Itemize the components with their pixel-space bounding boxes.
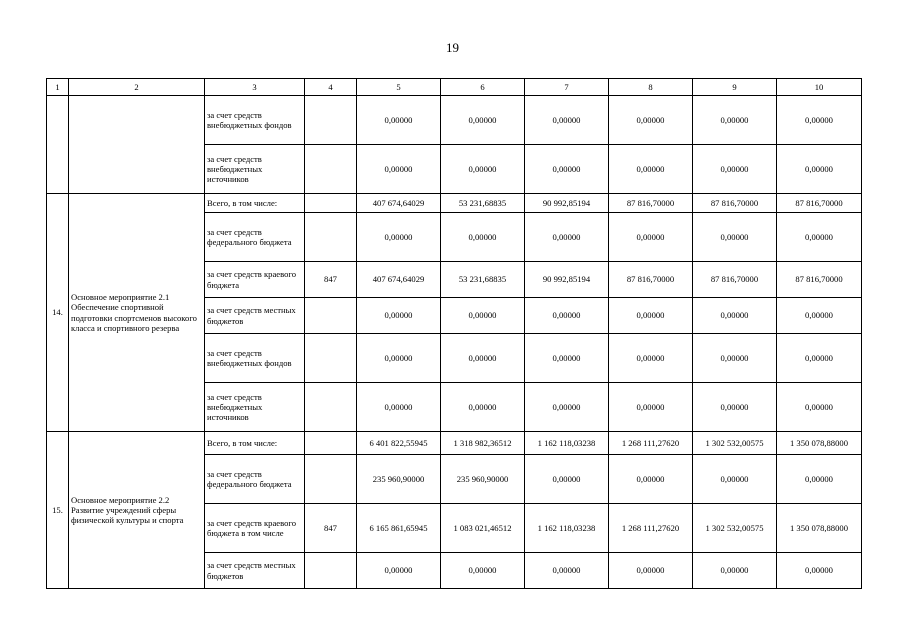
amount-cell: 0,00000 — [441, 334, 525, 383]
amount-cell: 0,00000 — [525, 334, 609, 383]
budget-code — [305, 213, 357, 262]
amount-cell: 90 992,85194 — [525, 194, 609, 213]
amount-cell: 0,00000 — [609, 213, 693, 262]
amount-cell: 0,00000 — [525, 96, 609, 145]
activity-name: Основное мероприятие 2.1 Обеспечение спортивной подготовки спортсменов высокого класса и спортивного резерва — [69, 194, 205, 432]
amount-cell: 87 816,70000 — [609, 262, 693, 298]
amount-cell: 53 231,68835 — [441, 262, 525, 298]
funding-source: за счет средств краевого бюджета — [205, 262, 305, 298]
amount-cell: 1 302 532,00575 — [693, 504, 777, 553]
activity-number: 15. — [47, 432, 69, 589]
funding-source: за счет средств внебюджетных источников — [205, 383, 305, 432]
amount-cell: 0,00000 — [693, 383, 777, 432]
amount-cell: 1 350 078,88000 — [777, 432, 862, 455]
amount-cell: 0,00000 — [357, 96, 441, 145]
amount-cell: 0,00000 — [525, 145, 609, 194]
amount-cell: 0,00000 — [777, 213, 862, 262]
amount-cell: 0,00000 — [609, 145, 693, 194]
amount-cell: 90 992,85194 — [525, 262, 609, 298]
amount-cell: 0,00000 — [693, 213, 777, 262]
budget-code — [305, 553, 357, 589]
amount-cell: 0,00000 — [693, 334, 777, 383]
amount-cell: 407 674,64029 — [357, 262, 441, 298]
budget-code: 847 — [305, 504, 357, 553]
amount-cell: 1 268 111,27620 — [609, 432, 693, 455]
amount-cell: 0,00000 — [357, 145, 441, 194]
budget-code — [305, 455, 357, 504]
amount-cell: 0,00000 — [357, 553, 441, 589]
header-cell: 5 — [357, 79, 441, 96]
amount-cell: 235 960,90000 — [441, 455, 525, 504]
activity-number: 14. — [47, 194, 69, 432]
header-cell: 3 — [205, 79, 305, 96]
funding-source: за счет средств федерального бюджета — [205, 213, 305, 262]
header-cell: 9 — [693, 79, 777, 96]
amount-cell: 0,00000 — [525, 383, 609, 432]
amount-cell: 1 162 118,03238 — [525, 432, 609, 455]
amount-cell: 1 268 111,27620 — [609, 504, 693, 553]
amount-cell: 0,00000 — [357, 213, 441, 262]
header-cell: 8 — [609, 79, 693, 96]
funding-source: за счет средств внебюджетных источников — [205, 145, 305, 194]
table-row — [47, 194, 862, 213]
continuation-row — [47, 96, 862, 145]
amount-cell: 0,00000 — [693, 96, 777, 145]
funding-source: за счет средств внебюджетных фондов — [205, 334, 305, 383]
amount-cell: 0,00000 — [777, 383, 862, 432]
amount-cell: 407 674,64029 — [357, 194, 441, 213]
amount-cell: 0,00000 — [441, 553, 525, 589]
amount-cell: 0,00000 — [609, 553, 693, 589]
amount-cell: 0,00000 — [693, 455, 777, 504]
blank-number-cell — [47, 96, 69, 194]
amount-cell: 235 960,90000 — [357, 455, 441, 504]
amount-cell: 0,00000 — [693, 145, 777, 194]
amount-cell: 0,00000 — [609, 383, 693, 432]
budget-code — [305, 432, 357, 455]
amount-cell: 1 162 118,03238 — [525, 504, 609, 553]
amount-cell: 0,00000 — [525, 455, 609, 504]
header-row — [47, 79, 862, 96]
funding-source: за счет средств краевого бюджета в том числе — [205, 504, 305, 553]
amount-cell: 0,00000 — [357, 383, 441, 432]
header-cell: 6 — [441, 79, 525, 96]
amount-cell: 0,00000 — [525, 553, 609, 589]
amount-cell: 0,00000 — [525, 298, 609, 334]
amount-cell: 0,00000 — [777, 553, 862, 589]
funding-source: за счет средств местных бюджетов — [205, 553, 305, 589]
budget-code: 847 — [305, 262, 357, 298]
header-cell: 1 — [47, 79, 69, 96]
budget-code — [305, 383, 357, 432]
amount-cell: 0,00000 — [441, 383, 525, 432]
amount-cell: 0,00000 — [777, 96, 862, 145]
amount-cell: 0,00000 — [357, 334, 441, 383]
amount-cell: 1 083 021,46512 — [441, 504, 525, 553]
amount-cell: 6 401 822,55945 — [357, 432, 441, 455]
amount-cell: 0,00000 — [777, 334, 862, 383]
amount-cell: 6 165 861,65945 — [357, 504, 441, 553]
budget-table — [46, 78, 862, 589]
funding-source: Всего, в том числе: — [205, 194, 305, 213]
budget-code — [305, 298, 357, 334]
funding-source: за счет средств федерального бюджета — [205, 455, 305, 504]
table-row — [47, 432, 862, 455]
amount-cell: 1 350 078,88000 — [777, 504, 862, 553]
amount-cell: 0,00000 — [777, 455, 862, 504]
amount-cell: 0,00000 — [441, 145, 525, 194]
amount-cell: 0,00000 — [357, 298, 441, 334]
blank-activity-cell — [69, 96, 205, 194]
amount-cell: 87 816,70000 — [693, 262, 777, 298]
amount-cell: 87 816,70000 — [693, 194, 777, 213]
amount-cell: 0,00000 — [441, 96, 525, 145]
amount-cell: 53 231,68835 — [441, 194, 525, 213]
header-cell: 10 — [777, 79, 862, 96]
amount-cell: 0,00000 — [525, 213, 609, 262]
amount-cell: 0,00000 — [441, 213, 525, 262]
header-cell: 4 — [305, 79, 357, 96]
amount-cell: 1 302 532,00575 — [693, 432, 777, 455]
amount-cell: 0,00000 — [609, 455, 693, 504]
amount-cell: 87 816,70000 — [777, 194, 862, 213]
amount-cell: 0,00000 — [609, 96, 693, 145]
amount-cell: 0,00000 — [693, 553, 777, 589]
budget-code — [305, 145, 357, 194]
header-cell: 2 — [69, 79, 205, 96]
amount-cell: 87 816,70000 — [777, 262, 862, 298]
amount-cell: 1 318 982,36512 — [441, 432, 525, 455]
header-cell: 7 — [525, 79, 609, 96]
amount-cell: 0,00000 — [777, 298, 862, 334]
budget-code — [305, 194, 357, 213]
amount-cell: 0,00000 — [609, 334, 693, 383]
amount-cell: 0,00000 — [609, 298, 693, 334]
amount-cell: 0,00000 — [441, 298, 525, 334]
funding-source: за счет средств местных бюджетов — [205, 298, 305, 334]
budget-code — [305, 334, 357, 383]
funding-source: Всего, в том числе: — [205, 432, 305, 455]
amount-cell: 0,00000 — [777, 145, 862, 194]
table-body — [47, 79, 862, 589]
activity-name: Основное мероприятие 2.2 Развитие учреждений сферы физической культуры и спорта — [69, 432, 205, 589]
funding-source: за счет средств внебюджетных фондов — [205, 96, 305, 145]
amount-cell: 87 816,70000 — [609, 194, 693, 213]
page-number: 19 — [446, 40, 459, 55]
amount-cell: 0,00000 — [693, 298, 777, 334]
budget-code — [305, 96, 357, 145]
